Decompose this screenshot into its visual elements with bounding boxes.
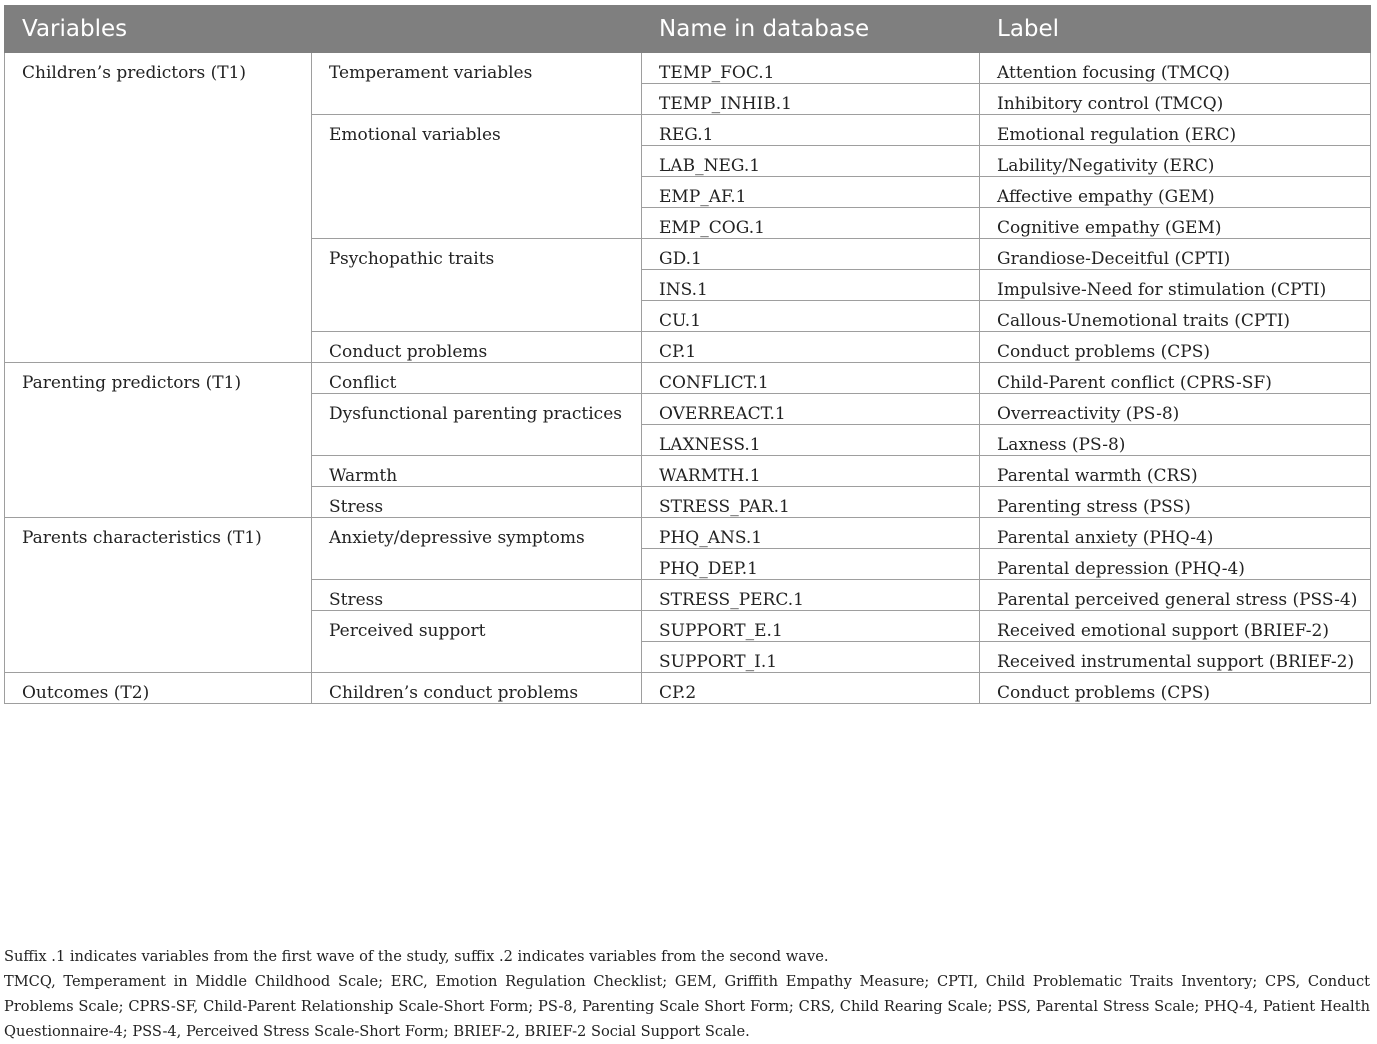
db-name-cell: CP.1	[642, 332, 980, 363]
label-cell: Received instrumental support (BRIEF-2)	[980, 642, 1371, 673]
subgroup-cell: Dysfunctional parenting practices	[312, 394, 642, 456]
header-label: Label	[980, 6, 1371, 53]
variables-table	[4, 5, 1371, 704]
db-name-cell: REG.1	[642, 115, 980, 146]
db-name-cell: GD.1	[642, 239, 980, 270]
subgroup-cell: Anxiety/depressive symptoms	[312, 518, 642, 580]
label-cell: Parental depression (PHQ-4)	[980, 549, 1371, 580]
subgroup-cell: Psychopathic traits	[312, 239, 642, 332]
label-cell: Attention focusing (TMCQ)	[980, 53, 1371, 84]
subgroup-cell: Conflict	[312, 363, 642, 394]
label-cell: Parental anxiety (PHQ-4)	[980, 518, 1371, 549]
label-cell: Affective empathy (GEM)	[980, 177, 1371, 208]
footnote-suffix: Suffix .1 indicates variables from the first wave of the study, suffix .2 indicates variables from the second wave.	[4, 948, 829, 965]
db-name-cell: EMP_COG.1	[642, 208, 980, 239]
label-cell: Callous-Unemotional traits (CPTI)	[980, 301, 1371, 332]
db-name-cell: SUPPORT_I.1	[642, 642, 980, 673]
subgroup-cell: Temperament variables	[312, 53, 642, 115]
label-cell: Grandiose-Deceitful (CPTI)	[980, 239, 1371, 270]
db-name-cell: CU.1	[642, 301, 980, 332]
group-cell: Parenting predictors (T1)	[5, 363, 312, 518]
db-name-cell: STRESS_PERC.1	[642, 580, 980, 611]
db-name-cell: LAB_NEG.1	[642, 146, 980, 177]
group-cell: Outcomes (T2)	[5, 673, 312, 704]
label-cell: Child-Parent conflict (CPRS-SF)	[980, 363, 1371, 394]
table-row	[5, 673, 1371, 704]
db-name-cell: WARMTH.1	[642, 456, 980, 487]
label-cell: Inhibitory control (TMCQ)	[980, 84, 1371, 115]
db-name-cell: STRESS_PAR.1	[642, 487, 980, 518]
footnote-abbreviations: TMCQ, Temperament in Middle Childhood Scale; ERC, Emotion Regulation Checklist; GEM, Griffith Empathy Measure; CPTI, Child Problematic Traits Inventory; CPS, Conduct Problems Scale; CPRS-SF, Child-Parent Relationship Scale-Short Form; PS-8, Parenting Scale Short Form; CRS, Child Rearing Scale; PSS, Parental Stress Scale; PHQ-4, Patient Health Questionnaire-4; PSS-4, Perceived Stress Scale-Short Form; BRIEF-2, BRIEF-2 Social Support Scale.	[4, 973, 1370, 1040]
subgroup-cell: Warmth	[312, 456, 642, 487]
label-cell: Lability/Negativity (ERC)	[980, 146, 1371, 177]
table-row	[5, 363, 1371, 394]
label-cell: Conduct problems (CPS)	[980, 673, 1371, 704]
db-name-cell: CP.2	[642, 673, 980, 704]
subgroup-cell: Emotional variables	[312, 115, 642, 239]
subgroup-cell: Stress	[312, 487, 642, 518]
db-name-cell: CONFLICT.1	[642, 363, 980, 394]
group-cell: Parents characteristics (T1)	[5, 518, 312, 673]
table-row	[5, 53, 1371, 84]
table-body	[5, 53, 1371, 704]
db-name-cell: TEMP_INHIB.1	[642, 84, 980, 115]
db-name-cell: PHQ_ANS.1	[642, 518, 980, 549]
label-cell: Parental warmth (CRS)	[980, 456, 1371, 487]
label-cell: Parenting stress (PSS)	[980, 487, 1371, 518]
db-name-cell: EMP_AF.1	[642, 177, 980, 208]
db-name-cell: INS.1	[642, 270, 980, 301]
label-cell: Impulsive-Need for stimulation (CPTI)	[980, 270, 1371, 301]
label-cell: Laxness (PS-8)	[980, 425, 1371, 456]
subgroup-cell: Perceived support	[312, 611, 642, 673]
table-row	[5, 518, 1371, 549]
variables-table-container	[4, 5, 1370, 704]
table-footnotes	[4, 944, 1370, 1044]
label-cell: Conduct problems (CPS)	[980, 332, 1371, 363]
db-name-cell: OVERREACT.1	[642, 394, 980, 425]
table-header	[5, 6, 1371, 53]
header-row	[5, 6, 1371, 53]
subgroup-cell: Children’s conduct problems	[312, 673, 642, 704]
subgroup-cell: Conduct problems	[312, 332, 642, 363]
label-cell: Received emotional support (BRIEF-2)	[980, 611, 1371, 642]
header-variables: Variables	[5, 6, 642, 53]
label-cell: Overreactivity (PS-8)	[980, 394, 1371, 425]
db-name-cell: PHQ_DEP.1	[642, 549, 980, 580]
db-name-cell: TEMP_FOC.1	[642, 53, 980, 84]
db-name-cell: SUPPORT_E.1	[642, 611, 980, 642]
group-cell: Children’s predictors (T1)	[5, 53, 312, 363]
header-name-in-database: Name in database	[642, 6, 980, 53]
db-name-cell: LAXNESS.1	[642, 425, 980, 456]
label-cell: Parental perceived general stress (PSS-4)	[980, 580, 1371, 611]
subgroup-cell: Stress	[312, 580, 642, 611]
label-cell: Cognitive empathy (GEM)	[980, 208, 1371, 239]
label-cell: Emotional regulation (ERC)	[980, 115, 1371, 146]
